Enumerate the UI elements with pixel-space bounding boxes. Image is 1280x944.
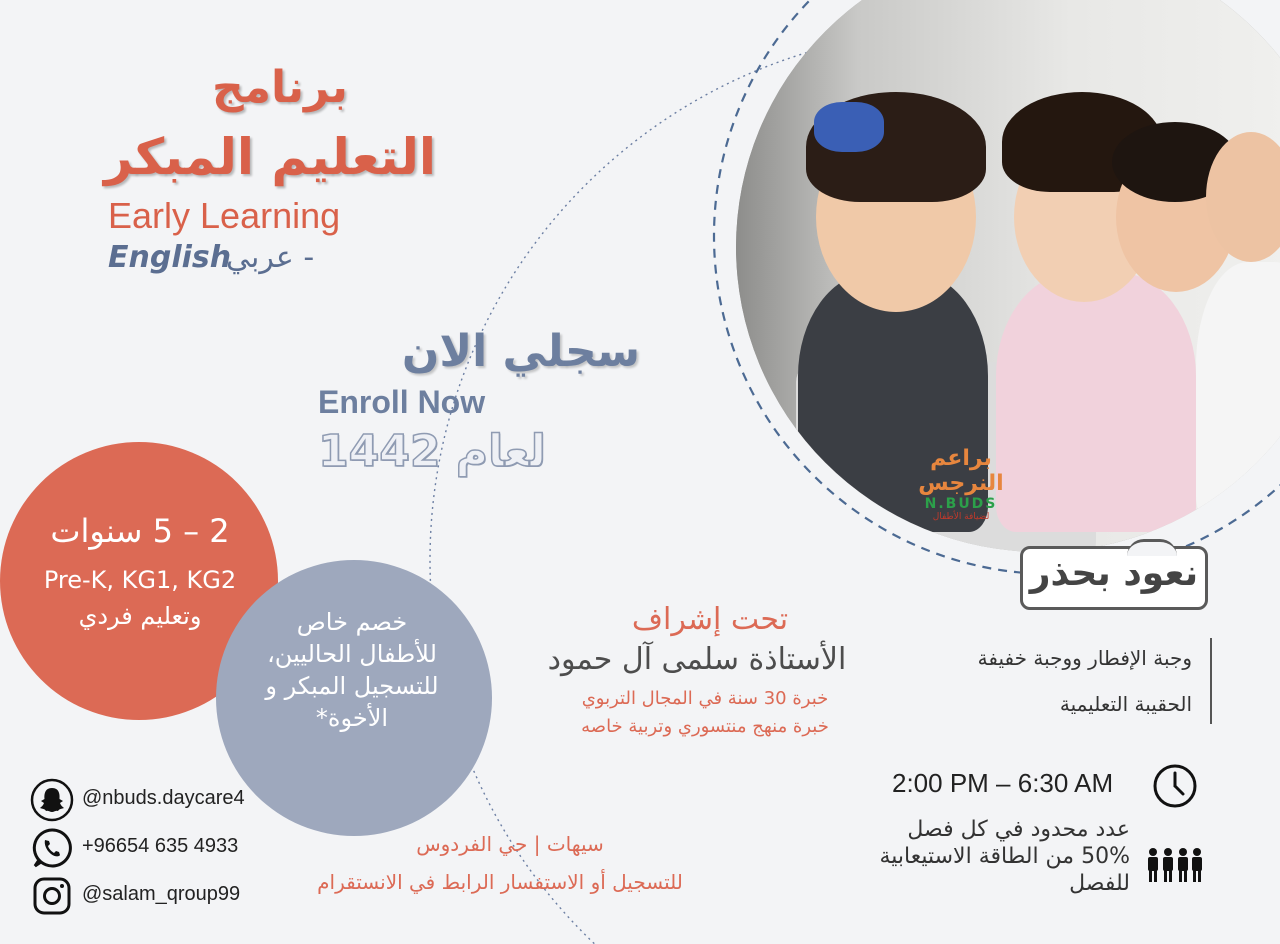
location: سيهات | حي الفردوس: [416, 832, 604, 856]
feature-meals: وجبة الإفطار ووجبة خفيفة: [977, 646, 1192, 670]
snapchat-link[interactable]: [30, 778, 330, 822]
experience-line-2: خبرة منهج منتسوري وتربية خاصه: [581, 716, 829, 737]
discount-text: [232, 606, 472, 734]
return-carefully-badge: [1020, 546, 1208, 610]
discount-line: الأخوة*: [315, 704, 389, 732]
capacity-line: عدد محدود في كل فصل: [907, 817, 1130, 842]
snapchat-handle: @nbuds.daycare4: [82, 787, 245, 809]
age-range: 2 – 5 سنوات: [50, 512, 230, 550]
discount-line: للأطفال الحاليين،: [267, 640, 437, 668]
people-icon: [1146, 846, 1204, 884]
enroll-now-en: Enroll Now: [318, 384, 486, 420]
language-english: English: [108, 240, 232, 275]
clock-icon: [1152, 763, 1198, 809]
instagram-icon: [30, 874, 74, 918]
registration-note: للتسجيل أو الاستفسار الرابط في الانستقرام: [317, 870, 683, 894]
badge-text: نعود بحذر: [1029, 553, 1199, 594]
nbuds-logo: [906, 446, 1016, 522]
whatsapp-icon: [30, 826, 74, 870]
logo-name-ar: براعم النرجس: [918, 446, 1004, 496]
logo-name-en: N.BUDS: [924, 496, 998, 512]
capacity-text: [830, 816, 1130, 897]
experience-line-1: خبرة 30 سنة في المجال التربوي: [581, 688, 829, 709]
supervisor-name: الأستاذة سلمى آل حمود: [547, 642, 847, 677]
capacity-line: 50% من الطاقة الاستيعابية: [879, 844, 1130, 869]
program-title: برنامج: [212, 62, 348, 113]
whatsapp-number: +96654 635 4933: [82, 835, 239, 857]
discount-line: للتسجيل المبكر و: [265, 672, 439, 700]
feature-bag: الحقيبة التعليمية: [1059, 692, 1192, 716]
enroll-now-ar: سجلي الان: [401, 326, 640, 377]
snapchat-icon: [30, 778, 74, 822]
capacity-line: للفصل: [1069, 871, 1130, 896]
academic-year: لعام 1442: [318, 426, 546, 477]
logo-subtitle: لضيافة الأطفال: [932, 512, 990, 522]
features-divider: [1210, 638, 1212, 724]
grade-levels: Pre-K, KG1, KG2: [43, 566, 237, 594]
early-learning-title-en: Early Learning: [108, 195, 341, 236]
whatsapp-link[interactable]: [30, 826, 330, 870]
discount-line: خصم خاص: [296, 608, 408, 636]
working-hours: 2:00 PM – 6:30 AM: [892, 768, 1114, 798]
supervision-title: تحت إشراف: [631, 602, 789, 637]
instagram-handle: @salam_qroup99: [82, 883, 241, 905]
individual-learning: وتعليم فردي: [78, 602, 202, 630]
language-arabic: - عربي: [226, 240, 315, 275]
early-learning-title-ar: التعليم المبكر: [103, 128, 436, 186]
